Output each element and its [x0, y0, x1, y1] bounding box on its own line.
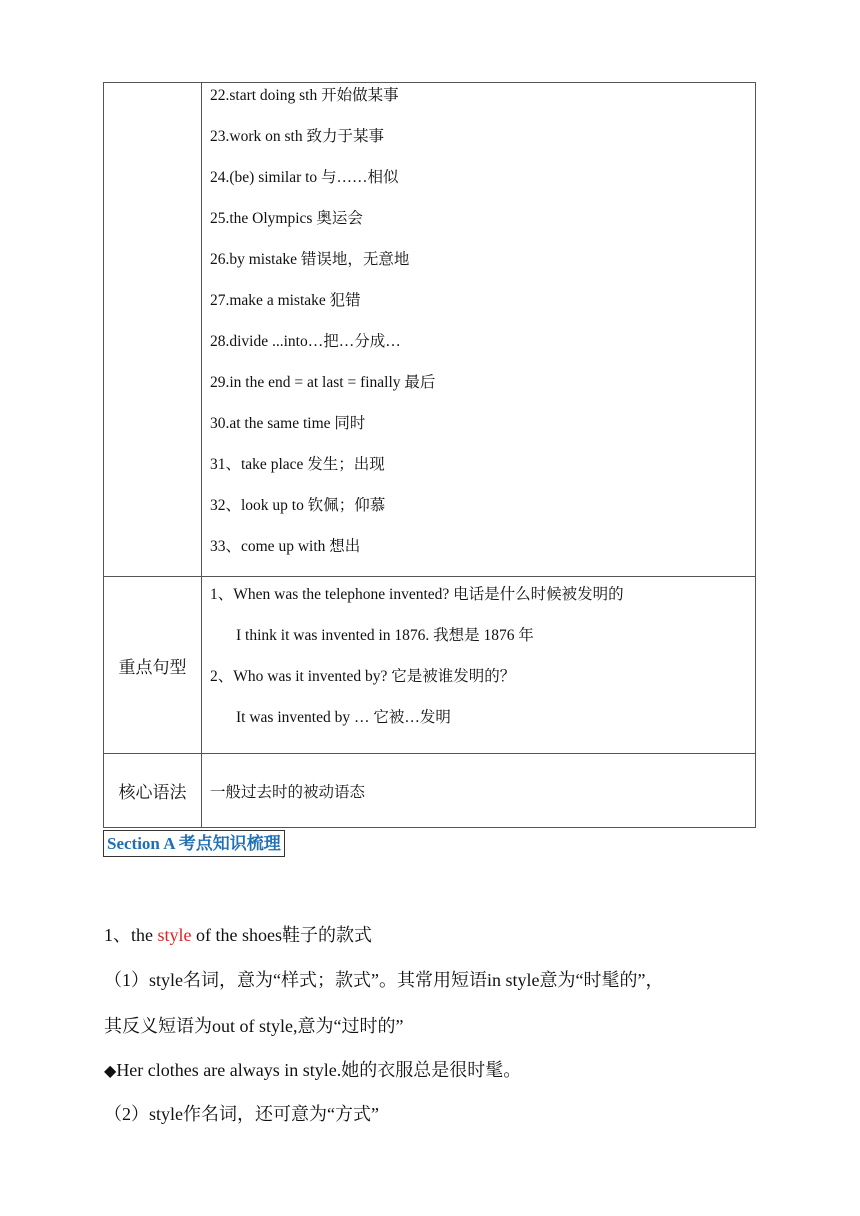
phrases-label-cell: [104, 83, 202, 577]
key-sentences-row: [104, 577, 756, 754]
phrase-item: 22.start doing sth 开始做某事: [210, 87, 399, 104]
core-grammar-content: 一般过去时的被动语态: [202, 754, 756, 828]
phrase-item: 27.make a mistake 犯错: [210, 292, 361, 309]
example-text: Her clothes are always in style.她的衣服总是很时髦。: [116, 1060, 522, 1080]
sentence-item: 1、When was the telephone invented? 电话是什么时候被发明的: [210, 586, 624, 603]
key-sentences-label: 重点句型: [104, 577, 202, 754]
phrase-item: 23.work on sth 致力于某事: [210, 128, 384, 145]
section-heading: Section A 考点知识梳理: [103, 830, 285, 857]
example-sentence: [104, 1057, 521, 1084]
explanation-line: 其反义短语为out of style,意为“过时的”: [104, 1016, 404, 1036]
phrase-item: 26.by mistake 错误地，无意地: [210, 251, 410, 268]
phrases-content-cell: [202, 83, 756, 577]
key-sentences-content-cell: [202, 577, 756, 754]
phrase-item: 28.divide ...into…把…分成…: [210, 333, 401, 350]
phrase-item: 25.the Olympics 奥运会: [210, 210, 363, 227]
phrase-item: 31、take place 发生；出现: [210, 456, 385, 473]
vocabulary-table: [103, 82, 756, 828]
phrase-item: 33、come up with 想出: [210, 538, 361, 555]
core-grammar-row: [104, 754, 756, 828]
sentence-item: It was invented by … 它被…发明: [236, 709, 451, 726]
point-1-suffix: of the shoes鞋子的款式: [191, 925, 372, 945]
diamond-bullet-icon: ◆: [104, 1061, 117, 1080]
phrases-row: [104, 83, 756, 577]
keyword-style: style: [157, 925, 192, 945]
phrase-item: 30.at the same time 同时: [210, 415, 366, 432]
explanation-line: （1）style名词，意为“样式；款式”。其常用短语in style意为“时髦的”，: [104, 970, 664, 990]
phrase-item: 29.in the end = at last = finally 最后: [210, 374, 436, 391]
point-1-title: [104, 922, 372, 948]
core-grammar-label: 核心语法: [104, 754, 202, 828]
phrase-item: 24.(be) similar to 与……相似: [210, 169, 399, 186]
point-1-prefix: 1、the: [104, 925, 158, 945]
sentence-item: 2、Who was it invented by? 它是被谁发明的？: [210, 668, 516, 685]
sentence-item: I think it was invented in 1876. 我想是 1876 年: [236, 627, 534, 644]
explanation-line: （2）style作名词，还可意为“方式”: [104, 1104, 379, 1124]
phrase-item: 32、look up to 钦佩；仰慕: [210, 497, 386, 514]
